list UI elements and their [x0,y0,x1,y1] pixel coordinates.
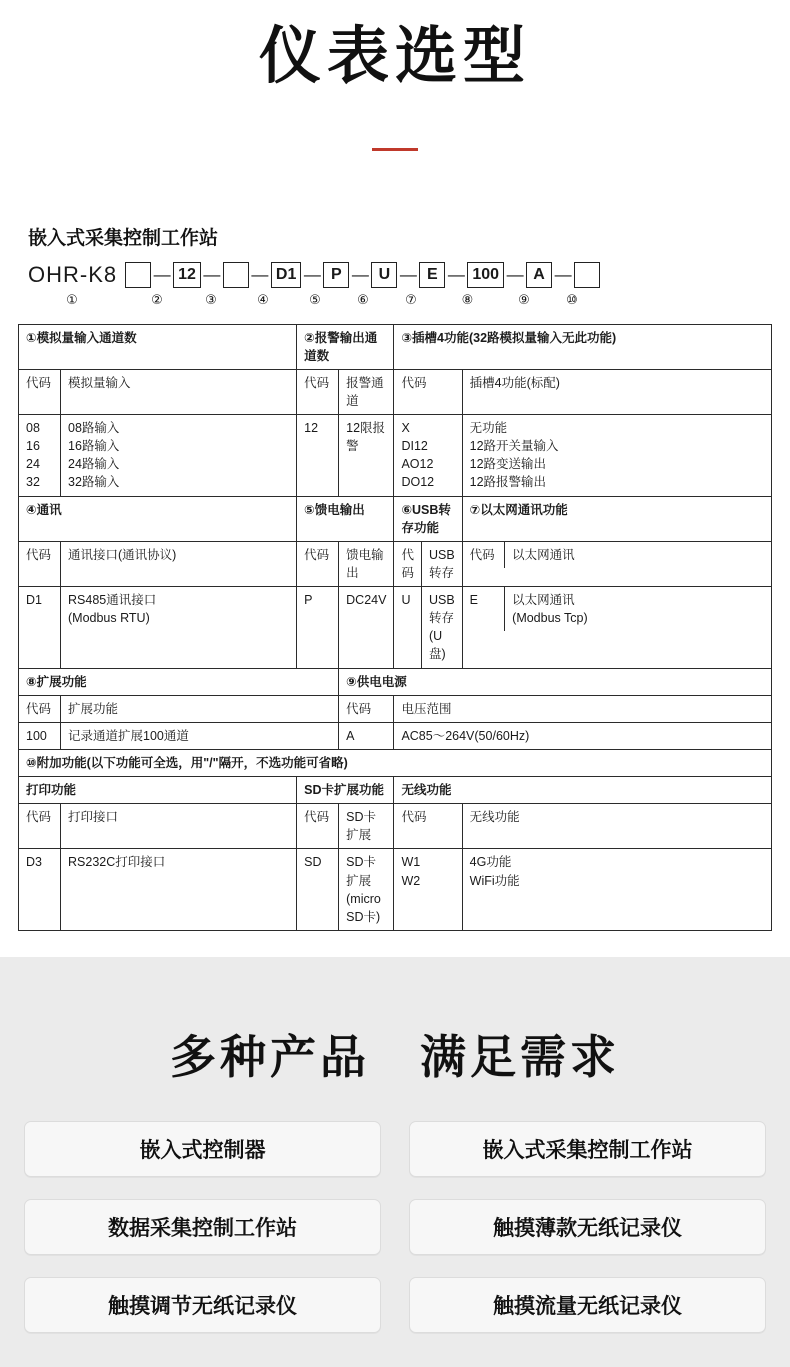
table-row [19,587,772,669]
table-row [19,777,772,804]
dash-6: — [399,264,417,284]
dash-8: — [506,264,524,284]
marker-5: ⑤ [309,291,321,307]
g1-code-1: 16 [26,439,40,454]
group3-descs [462,415,771,497]
g3-code-2: AO12 [401,457,434,472]
group5-code: P [297,587,339,669]
group9-title: ⑨供电电源 [339,668,772,695]
spec-table [18,324,772,931]
dash-3: — [251,264,269,284]
marker-1: ① [66,291,78,307]
title-divider [372,148,418,151]
group2-title: ②报警输出通道数 [297,324,394,369]
group4-title: ④通讯 [19,496,297,541]
group5-desc: DC24V [339,587,394,669]
group4-code-header: 代码 [19,541,61,586]
group10-sub3-code-header: 代码 [394,804,462,849]
group7-code: E [463,587,505,631]
group2-desc-header: 报警通道 [339,369,394,414]
table-row [19,324,772,369]
group9-desc: AC85～264V(50/60Hz) [394,722,772,749]
model-marker-row [28,292,772,308]
g3-code-0: X [401,421,410,435]
g4-desc-0b: (Modbus RTU) [68,611,150,626]
g1-desc-0: 08路输入 [68,421,120,435]
dash-1: — [153,264,171,284]
group9-desc-header: 电压范围 [394,695,772,722]
group8-title: ⑧扩展功能 [19,668,339,695]
model-prefix: OHR-K8 [28,261,118,287]
table-row [19,849,772,931]
marker-3: ③ [205,291,217,307]
group10-sub3-title: 无线功能 [394,777,772,804]
group7-code-header: 代码 [463,542,505,568]
g3-desc-2: 12路变送输出 [469,457,547,472]
dash-5: — [351,264,369,284]
group8-code: 100 [19,722,61,749]
group2-codes [297,415,339,497]
g1-desc-2: 24路输入 [68,457,120,472]
g4-desc-0: RS485通讯接口 [68,593,157,607]
group9-code-header: 代码 [339,695,394,722]
g1-code-0: 08 [26,421,40,435]
g2-code-0: 12 [304,421,319,435]
group8-desc: 记录通道扩展100通道 [61,722,339,749]
dash-4: — [303,264,321,284]
table-row [19,369,772,414]
model-code-row [28,262,772,288]
group10-sub2-code-header: 代码 [297,804,339,849]
dash-7: — [447,264,465,284]
group10-sub1-code: D3 [19,849,61,931]
group2-code-header: 代码 [297,369,339,414]
page-title: 仪表选型 [258,22,531,91]
group8-desc-header: 扩展功能 [61,695,339,722]
marker-9: ⑨ [518,291,530,307]
group10-sub2-code: SD [297,849,339,931]
g10-s3-desc-0: 4G功能 [469,855,512,870]
group3-code-header: 代码 [394,369,462,414]
marker-2: ② [151,291,163,307]
product-card-5[interactable]: 触摸调节无纸记录仪 [24,1277,381,1333]
group10-sub3-codes [394,849,462,931]
group7-title: ⑦以太网通讯功能 [462,496,771,541]
g3-desc-1: 12路开关量输入 [469,439,559,454]
group1-desc-header: 模拟量输入 [61,369,297,414]
products-section [0,1015,790,1367]
dash-2: — [203,264,221,284]
code-box-6: U [371,262,397,288]
group4-code: D1 [19,587,61,669]
group4-desc [61,587,297,669]
table-row [19,749,772,776]
model-heading: 嵌入式采集控制工作站 [28,227,219,249]
group10-sub1-title: 打印功能 [19,777,297,804]
table-row [19,415,772,497]
g1-code-2: 24 [26,457,40,472]
group7-header-cell [462,541,771,586]
code-box-8: 100 [467,262,504,288]
group6-header-cell [394,541,462,586]
group10-title: ⑩附加功能(以下功能可全选，用"/"隔开，不选功能可省略) [19,749,772,776]
group5-title: ⑤馈电输出 [297,496,394,541]
group6-desc: USB转存(U盘) [428,593,455,662]
group1-codes [19,415,61,497]
code-box-1 [125,262,151,288]
group10-sub3-descs [462,849,771,931]
group7-desc-header: 以太网通讯 [512,547,575,562]
g7-desc-0b: (Modbus Tcp) [512,611,588,626]
group1-title: ①模拟量输入通道数 [19,324,297,369]
marker-6: ⑥ [357,291,369,307]
product-card-2[interactable]: 嵌入式采集控制工作站 [409,1121,766,1177]
code-box-4: D1 [271,262,301,288]
g1-desc-1: 16路输入 [68,439,120,454]
group3-desc-header: 插槽4功能(标配) [462,369,771,414]
code-box-5: P [323,262,349,288]
group8-code-header: 代码 [19,695,61,722]
group2-descs [339,415,394,497]
group4-desc-header: 通讯接口(通讯协议) [61,541,297,586]
group10-sub1-code-header: 代码 [19,804,61,849]
group1-descs [61,415,297,497]
g3-desc-0: 无功能 [469,421,508,435]
group6-body-cell [394,587,462,669]
g10-s3-desc-1: WiFi功能 [469,873,520,888]
group3-title: ③插槽4功能(32路模拟量输入无此功能) [394,324,772,369]
code-box-3 [223,262,249,288]
group1-code-header: 代码 [19,369,61,414]
group10-sub1-desc-header: 打印接口 [61,804,297,849]
g10-s3-code-0: W1 [401,855,421,870]
group10-sub2-desc-header: SD卡扩展 [339,804,394,849]
table-row [19,496,772,541]
product-card-1[interactable]: 嵌入式控制器 [24,1121,381,1177]
group7-body-cell [462,587,771,669]
marker-7: ⑦ [405,291,417,307]
g2-desc-0: 12限报警 [346,421,386,454]
table-row [19,722,772,749]
marker-4: ④ [257,291,269,307]
group6-code: U [394,587,421,668]
group7-desc-cell [505,587,771,631]
group10-sub2-title: SD卡扩展功能 [297,777,394,804]
g3-desc-3: 12路报警输出 [469,475,547,490]
code-box-9: A [526,262,552,288]
g7-desc-0: 以太网通讯 [512,593,575,607]
product-card-4[interactable]: 触摸薄款无纸记录仪 [409,1199,766,1255]
table-row [19,668,772,695]
group6-code-header: 代码 [394,542,421,586]
g3-code-1: DI12 [401,439,428,454]
group10-sub3-desc-header: 无线功能 [462,804,771,849]
products-grid [24,1121,766,1333]
product-card-3[interactable]: 数据采集控制工作站 [24,1199,381,1255]
code-box-2: 12 [173,262,201,288]
section-divider-band [0,957,790,1015]
table-row [19,541,772,586]
group3-codes [394,415,462,497]
model-selection-section [0,223,790,931]
marker-10: ⑩ [566,291,578,307]
group6-title: ⑥USB转存功能 [394,496,462,541]
marker-8: ⑧ [461,291,474,307]
dash-9: — [554,264,572,284]
title-block [0,0,790,151]
g3-code-3: DO12 [401,475,435,490]
products-title: 多种产品 满足需求 [170,1030,620,1083]
code-box-7: E [419,262,445,288]
group9-code: A [339,722,394,749]
group10-sub1-desc: RS232C打印接口 [61,849,297,931]
g10-s3-code-1: W2 [401,873,421,888]
group5-desc-header: 馈电输出 [339,541,394,586]
g1-desc-3: 32路输入 [68,475,120,490]
table-row [19,804,772,849]
group10-sub2-desc: SD卡扩展(micro SD卡) [339,849,394,931]
group6-desc-header: USB转存 [428,547,455,580]
g1-code-3: 32 [26,475,40,490]
group5-code-header: 代码 [297,541,339,586]
product-card-6[interactable]: 触摸流量无纸记录仪 [409,1277,766,1333]
table-row [19,695,772,722]
code-box-10 [574,262,600,288]
